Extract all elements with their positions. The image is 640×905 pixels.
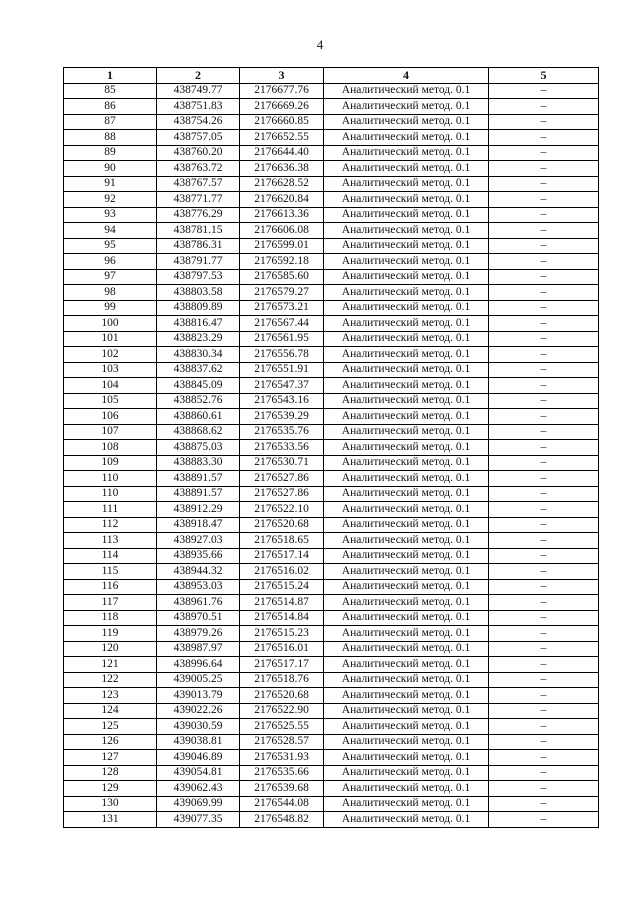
y-coordinate-cell: 2176535.76 bbox=[240, 424, 324, 440]
x-coordinate-cell: 438767.57 bbox=[157, 176, 240, 192]
point-number-cell: 126 bbox=[64, 734, 157, 750]
y-coordinate-cell: 2176535.66 bbox=[240, 765, 324, 781]
note-cell: – bbox=[489, 176, 599, 192]
method-cell: Аналитический метод. 0.1 bbox=[324, 641, 489, 657]
point-number-cell: 125 bbox=[64, 719, 157, 735]
method-cell: Аналитический метод. 0.1 bbox=[324, 595, 489, 611]
y-coordinate-cell: 2176669.26 bbox=[240, 99, 324, 115]
table-row bbox=[64, 347, 599, 363]
method-cell: Аналитический метод. 0.1 bbox=[324, 393, 489, 409]
method-cell: Аналитический метод. 0.1 bbox=[324, 626, 489, 642]
point-number-cell: 103 bbox=[64, 362, 157, 378]
note-cell: – bbox=[489, 378, 599, 394]
method-cell: Аналитический метод. 0.1 bbox=[324, 331, 489, 347]
y-coordinate-cell: 2176613.36 bbox=[240, 207, 324, 223]
x-coordinate-cell: 438987.97 bbox=[157, 641, 240, 657]
table-row bbox=[64, 610, 599, 626]
table-row bbox=[64, 424, 599, 440]
note-cell: – bbox=[489, 641, 599, 657]
x-coordinate-cell: 438760.20 bbox=[157, 145, 240, 161]
method-cell: Аналитический метод. 0.1 bbox=[324, 192, 489, 208]
note-cell: – bbox=[489, 517, 599, 533]
table-row bbox=[64, 626, 599, 642]
note-cell: – bbox=[489, 595, 599, 611]
column-header: 3 bbox=[240, 68, 324, 84]
y-coordinate-cell: 2176516.02 bbox=[240, 564, 324, 580]
table-row bbox=[64, 440, 599, 456]
note-cell: – bbox=[489, 145, 599, 161]
x-coordinate-cell: 438791.77 bbox=[157, 254, 240, 270]
point-number-cell: 130 bbox=[64, 796, 157, 812]
point-number-cell: 110 bbox=[64, 471, 157, 487]
method-cell: Аналитический метод. 0.1 bbox=[324, 517, 489, 533]
method-cell: Аналитический метод. 0.1 bbox=[324, 99, 489, 115]
y-coordinate-cell: 2176567.44 bbox=[240, 316, 324, 332]
point-number-cell: 106 bbox=[64, 409, 157, 425]
table-body bbox=[64, 83, 599, 827]
x-coordinate-cell: 438816.47 bbox=[157, 316, 240, 332]
method-cell: Аналитический метод. 0.1 bbox=[324, 362, 489, 378]
table-row bbox=[64, 688, 599, 704]
table-row bbox=[64, 750, 599, 766]
table-row bbox=[64, 269, 599, 285]
page-number: 4 bbox=[316, 37, 324, 52]
y-coordinate-cell: 2176660.85 bbox=[240, 114, 324, 130]
table-row bbox=[64, 564, 599, 580]
y-coordinate-cell: 2176547.37 bbox=[240, 378, 324, 394]
x-coordinate-cell: 438918.47 bbox=[157, 517, 240, 533]
point-number-cell: 128 bbox=[64, 765, 157, 781]
note-cell: – bbox=[489, 626, 599, 642]
y-coordinate-cell: 2176515.24 bbox=[240, 579, 324, 595]
point-number-cell: 124 bbox=[64, 703, 157, 719]
table-row bbox=[64, 657, 599, 673]
note-cell: – bbox=[489, 719, 599, 735]
method-cell: Аналитический метод. 0.1 bbox=[324, 610, 489, 626]
table-row bbox=[64, 719, 599, 735]
point-number-cell: 93 bbox=[64, 207, 157, 223]
method-cell: Аналитический метод. 0.1 bbox=[324, 161, 489, 177]
y-coordinate-cell: 2176551.91 bbox=[240, 362, 324, 378]
note-cell: – bbox=[489, 393, 599, 409]
method-cell: Аналитический метод. 0.1 bbox=[324, 378, 489, 394]
table-row bbox=[64, 238, 599, 254]
table-row bbox=[64, 734, 599, 750]
table-row bbox=[64, 285, 599, 301]
column-header: 1 bbox=[64, 68, 157, 84]
y-coordinate-cell: 2176652.55 bbox=[240, 130, 324, 146]
point-number-cell: 110 bbox=[64, 486, 157, 502]
method-cell: Аналитический метод. 0.1 bbox=[324, 316, 489, 332]
table-row bbox=[64, 207, 599, 223]
y-coordinate-cell: 2176518.76 bbox=[240, 672, 324, 688]
point-number-cell: 104 bbox=[64, 378, 157, 394]
point-number-cell: 111 bbox=[64, 502, 157, 518]
y-coordinate-cell: 2176543.16 bbox=[240, 393, 324, 409]
method-cell: Аналитический метод. 0.1 bbox=[324, 83, 489, 99]
note-cell: – bbox=[489, 750, 599, 766]
method-cell: Аналитический метод. 0.1 bbox=[324, 300, 489, 316]
note-cell: – bbox=[489, 254, 599, 270]
note-cell: – bbox=[489, 548, 599, 564]
note-cell: – bbox=[489, 83, 599, 99]
table-row bbox=[64, 378, 599, 394]
table-row bbox=[64, 765, 599, 781]
note-cell: – bbox=[489, 192, 599, 208]
y-coordinate-cell: 2176514.87 bbox=[240, 595, 324, 611]
table-row bbox=[64, 176, 599, 192]
y-coordinate-cell: 2176530.71 bbox=[240, 455, 324, 471]
point-number-cell: 96 bbox=[64, 254, 157, 270]
x-coordinate-cell: 438935.66 bbox=[157, 548, 240, 564]
method-cell: Аналитический метод. 0.1 bbox=[324, 223, 489, 239]
x-coordinate-cell: 438883.30 bbox=[157, 455, 240, 471]
y-coordinate-cell: 2176561.95 bbox=[240, 331, 324, 347]
x-coordinate-cell: 439077.35 bbox=[157, 812, 240, 828]
x-coordinate-cell: 438837.62 bbox=[157, 362, 240, 378]
method-cell: Аналитический метод. 0.1 bbox=[324, 812, 489, 828]
note-cell: – bbox=[489, 362, 599, 378]
table-row bbox=[64, 114, 599, 130]
y-coordinate-cell: 2176520.68 bbox=[240, 517, 324, 533]
method-cell: Аналитический метод. 0.1 bbox=[324, 238, 489, 254]
y-coordinate-cell: 2176517.14 bbox=[240, 548, 324, 564]
point-number-cell: 86 bbox=[64, 99, 157, 115]
note-cell: – bbox=[489, 688, 599, 704]
note-cell: – bbox=[489, 486, 599, 502]
x-coordinate-cell: 438776.29 bbox=[157, 207, 240, 223]
table-row bbox=[64, 331, 599, 347]
point-number-cell: 131 bbox=[64, 812, 157, 828]
x-coordinate-cell: 438751.83 bbox=[157, 99, 240, 115]
y-coordinate-cell: 2176548.82 bbox=[240, 812, 324, 828]
x-coordinate-cell: 438875.03 bbox=[157, 440, 240, 456]
x-coordinate-cell: 438912.29 bbox=[157, 502, 240, 518]
point-number-cell: 113 bbox=[64, 533, 157, 549]
y-coordinate-cell: 2176644.40 bbox=[240, 145, 324, 161]
point-number-cell: 118 bbox=[64, 610, 157, 626]
note-cell: – bbox=[489, 331, 599, 347]
x-coordinate-cell: 438749.77 bbox=[157, 83, 240, 99]
method-cell: Аналитический метод. 0.1 bbox=[324, 207, 489, 223]
note-cell: – bbox=[489, 579, 599, 595]
note-cell: – bbox=[489, 161, 599, 177]
x-coordinate-cell: 439013.79 bbox=[157, 688, 240, 704]
x-coordinate-cell: 438823.29 bbox=[157, 331, 240, 347]
table-row bbox=[64, 393, 599, 409]
table-row bbox=[64, 641, 599, 657]
point-number-cell: 99 bbox=[64, 300, 157, 316]
x-coordinate-cell: 439054.81 bbox=[157, 765, 240, 781]
note-cell: – bbox=[489, 455, 599, 471]
point-number-cell: 117 bbox=[64, 595, 157, 611]
y-coordinate-cell: 2176514.84 bbox=[240, 610, 324, 626]
y-coordinate-cell: 2176517.17 bbox=[240, 657, 324, 673]
note-cell: – bbox=[489, 285, 599, 301]
method-cell: Аналитический метод. 0.1 bbox=[324, 285, 489, 301]
x-coordinate-cell: 438860.61 bbox=[157, 409, 240, 425]
table-row bbox=[64, 672, 599, 688]
x-coordinate-cell: 438757.05 bbox=[157, 130, 240, 146]
table-row bbox=[64, 254, 599, 270]
y-coordinate-cell: 2176522.90 bbox=[240, 703, 324, 719]
y-coordinate-cell: 2176677.76 bbox=[240, 83, 324, 99]
y-coordinate-cell: 2176592.18 bbox=[240, 254, 324, 270]
point-number-cell: 97 bbox=[64, 269, 157, 285]
method-cell: Аналитический метод. 0.1 bbox=[324, 750, 489, 766]
x-coordinate-cell: 438961.76 bbox=[157, 595, 240, 611]
y-coordinate-cell: 2176636.38 bbox=[240, 161, 324, 177]
point-number-cell: 88 bbox=[64, 130, 157, 146]
x-coordinate-cell: 438868.62 bbox=[157, 424, 240, 440]
table-row bbox=[64, 223, 599, 239]
y-coordinate-cell: 2176606.08 bbox=[240, 223, 324, 239]
x-coordinate-cell: 439030.59 bbox=[157, 719, 240, 735]
y-coordinate-cell: 2176527.86 bbox=[240, 486, 324, 502]
point-number-cell: 92 bbox=[64, 192, 157, 208]
table-row bbox=[64, 409, 599, 425]
column-header: 4 bbox=[324, 68, 489, 84]
point-number-cell: 112 bbox=[64, 517, 157, 533]
method-cell: Аналитический метод. 0.1 bbox=[324, 765, 489, 781]
point-number-cell: 102 bbox=[64, 347, 157, 363]
y-coordinate-cell: 2176528.57 bbox=[240, 734, 324, 750]
x-coordinate-cell: 438944.32 bbox=[157, 564, 240, 580]
note-cell: – bbox=[489, 533, 599, 549]
column-header: 5 bbox=[489, 68, 599, 84]
method-cell: Аналитический метод. 0.1 bbox=[324, 145, 489, 161]
method-cell: Аналитический метод. 0.1 bbox=[324, 254, 489, 270]
table-row bbox=[64, 471, 599, 487]
y-coordinate-cell: 2176599.01 bbox=[240, 238, 324, 254]
x-coordinate-cell: 438763.72 bbox=[157, 161, 240, 177]
y-coordinate-cell: 2176585.60 bbox=[240, 269, 324, 285]
note-cell: – bbox=[489, 99, 599, 115]
method-cell: Аналитический метод. 0.1 bbox=[324, 796, 489, 812]
x-coordinate-cell: 438786.31 bbox=[157, 238, 240, 254]
x-coordinate-cell: 438979.26 bbox=[157, 626, 240, 642]
point-number-cell: 123 bbox=[64, 688, 157, 704]
table-row bbox=[64, 595, 599, 611]
y-coordinate-cell: 2176518.65 bbox=[240, 533, 324, 549]
x-coordinate-cell: 438927.03 bbox=[157, 533, 240, 549]
point-number-cell: 89 bbox=[64, 145, 157, 161]
table-row bbox=[64, 812, 599, 828]
table-row bbox=[64, 486, 599, 502]
note-cell: – bbox=[489, 130, 599, 146]
x-coordinate-cell: 438754.26 bbox=[157, 114, 240, 130]
column-header: 2 bbox=[157, 68, 240, 84]
table-row bbox=[64, 517, 599, 533]
table-row bbox=[64, 579, 599, 595]
coordinates-table bbox=[63, 67, 599, 828]
point-number-cell: 85 bbox=[64, 83, 157, 99]
x-coordinate-cell: 438771.77 bbox=[157, 192, 240, 208]
note-cell: – bbox=[489, 812, 599, 828]
method-cell: Аналитический метод. 0.1 bbox=[324, 564, 489, 580]
x-coordinate-cell: 439062.43 bbox=[157, 781, 240, 797]
point-number-cell: 107 bbox=[64, 424, 157, 440]
note-cell: – bbox=[489, 796, 599, 812]
x-coordinate-cell: 438803.58 bbox=[157, 285, 240, 301]
point-number-cell: 87 bbox=[64, 114, 157, 130]
table-row bbox=[64, 145, 599, 161]
point-number-cell: 105 bbox=[64, 393, 157, 409]
table-row bbox=[64, 130, 599, 146]
point-number-cell: 109 bbox=[64, 455, 157, 471]
method-cell: Аналитический метод. 0.1 bbox=[324, 734, 489, 750]
table-row bbox=[64, 502, 599, 518]
method-cell: Аналитический метод. 0.1 bbox=[324, 130, 489, 146]
method-cell: Аналитический метод. 0.1 bbox=[324, 114, 489, 130]
point-number-cell: 95 bbox=[64, 238, 157, 254]
table-row bbox=[64, 781, 599, 797]
x-coordinate-cell: 438852.76 bbox=[157, 393, 240, 409]
x-coordinate-cell: 438891.57 bbox=[157, 486, 240, 502]
x-coordinate-cell: 439069.99 bbox=[157, 796, 240, 812]
note-cell: – bbox=[489, 440, 599, 456]
x-coordinate-cell: 438845.09 bbox=[157, 378, 240, 394]
method-cell: Аналитический метод. 0.1 bbox=[324, 269, 489, 285]
x-coordinate-cell: 438809.89 bbox=[157, 300, 240, 316]
x-coordinate-cell: 439038.81 bbox=[157, 734, 240, 750]
table-row bbox=[64, 316, 599, 332]
y-coordinate-cell: 2176539.29 bbox=[240, 409, 324, 425]
table-row bbox=[64, 548, 599, 564]
x-coordinate-cell: 439046.89 bbox=[157, 750, 240, 766]
table-row bbox=[64, 796, 599, 812]
table-header-row bbox=[64, 68, 599, 84]
method-cell: Аналитический метод. 0.1 bbox=[324, 409, 489, 425]
method-cell: Аналитический метод. 0.1 bbox=[324, 548, 489, 564]
y-coordinate-cell: 2176520.68 bbox=[240, 688, 324, 704]
method-cell: Аналитический метод. 0.1 bbox=[324, 176, 489, 192]
x-coordinate-cell: 438970.51 bbox=[157, 610, 240, 626]
point-number-cell: 127 bbox=[64, 750, 157, 766]
point-number-cell: 100 bbox=[64, 316, 157, 332]
point-number-cell: 116 bbox=[64, 579, 157, 595]
method-cell: Аналитический метод. 0.1 bbox=[324, 502, 489, 518]
table-row bbox=[64, 83, 599, 99]
x-coordinate-cell: 439022.26 bbox=[157, 703, 240, 719]
point-number-cell: 122 bbox=[64, 672, 157, 688]
point-number-cell: 115 bbox=[64, 564, 157, 580]
note-cell: – bbox=[489, 502, 599, 518]
note-cell: – bbox=[489, 223, 599, 239]
note-cell: – bbox=[489, 781, 599, 797]
point-number-cell: 114 bbox=[64, 548, 157, 564]
note-cell: – bbox=[489, 347, 599, 363]
note-cell: – bbox=[489, 424, 599, 440]
table-row bbox=[64, 300, 599, 316]
y-coordinate-cell: 2176628.52 bbox=[240, 176, 324, 192]
y-coordinate-cell: 2176527.86 bbox=[240, 471, 324, 487]
method-cell: Аналитический метод. 0.1 bbox=[324, 440, 489, 456]
note-cell: – bbox=[489, 765, 599, 781]
x-coordinate-cell: 438891.57 bbox=[157, 471, 240, 487]
table-row bbox=[64, 192, 599, 208]
method-cell: Аналитический метод. 0.1 bbox=[324, 688, 489, 704]
x-coordinate-cell: 438797.53 bbox=[157, 269, 240, 285]
table-row bbox=[64, 161, 599, 177]
y-coordinate-cell: 2176573.21 bbox=[240, 300, 324, 316]
note-cell: – bbox=[489, 471, 599, 487]
method-cell: Аналитический метод. 0.1 bbox=[324, 471, 489, 487]
note-cell: – bbox=[489, 672, 599, 688]
note-cell: – bbox=[489, 316, 599, 332]
y-coordinate-cell: 2176522.10 bbox=[240, 502, 324, 518]
note-cell: – bbox=[489, 703, 599, 719]
table-row bbox=[64, 703, 599, 719]
x-coordinate-cell: 438781.15 bbox=[157, 223, 240, 239]
y-coordinate-cell: 2176525.55 bbox=[240, 719, 324, 735]
y-coordinate-cell: 2176515.23 bbox=[240, 626, 324, 642]
x-coordinate-cell: 438996.64 bbox=[157, 657, 240, 673]
method-cell: Аналитический метод. 0.1 bbox=[324, 455, 489, 471]
y-coordinate-cell: 2176539.68 bbox=[240, 781, 324, 797]
point-number-cell: 121 bbox=[64, 657, 157, 673]
point-number-cell: 94 bbox=[64, 223, 157, 239]
method-cell: Аналитический метод. 0.1 bbox=[324, 424, 489, 440]
y-coordinate-cell: 2176533.56 bbox=[240, 440, 324, 456]
method-cell: Аналитический метод. 0.1 bbox=[324, 533, 489, 549]
point-number-cell: 120 bbox=[64, 641, 157, 657]
point-number-cell: 98 bbox=[64, 285, 157, 301]
method-cell: Аналитический метод. 0.1 bbox=[324, 347, 489, 363]
point-number-cell: 119 bbox=[64, 626, 157, 642]
point-number-cell: 91 bbox=[64, 176, 157, 192]
x-coordinate-cell: 439005.25 bbox=[157, 672, 240, 688]
note-cell: – bbox=[489, 300, 599, 316]
x-coordinate-cell: 438830.34 bbox=[157, 347, 240, 363]
y-coordinate-cell: 2176544.08 bbox=[240, 796, 324, 812]
note-cell: – bbox=[489, 409, 599, 425]
point-number-cell: 101 bbox=[64, 331, 157, 347]
method-cell: Аналитический метод. 0.1 bbox=[324, 657, 489, 673]
note-cell: – bbox=[489, 734, 599, 750]
point-number-cell: 129 bbox=[64, 781, 157, 797]
y-coordinate-cell: 2176556.78 bbox=[240, 347, 324, 363]
table-row bbox=[64, 362, 599, 378]
y-coordinate-cell: 2176620.84 bbox=[240, 192, 324, 208]
table-row bbox=[64, 533, 599, 549]
method-cell: Аналитический метод. 0.1 bbox=[324, 672, 489, 688]
method-cell: Аналитический метод. 0.1 bbox=[324, 486, 489, 502]
method-cell: Аналитический метод. 0.1 bbox=[324, 719, 489, 735]
note-cell: – bbox=[489, 269, 599, 285]
method-cell: Аналитический метод. 0.1 bbox=[324, 703, 489, 719]
y-coordinate-cell: 2176531.93 bbox=[240, 750, 324, 766]
y-coordinate-cell: 2176516.01 bbox=[240, 641, 324, 657]
y-coordinate-cell: 2176579.27 bbox=[240, 285, 324, 301]
point-number-cell: 90 bbox=[64, 161, 157, 177]
table-row bbox=[64, 99, 599, 115]
x-coordinate-cell: 438953.03 bbox=[157, 579, 240, 595]
note-cell: – bbox=[489, 610, 599, 626]
method-cell: Аналитический метод. 0.1 bbox=[324, 579, 489, 595]
note-cell: – bbox=[489, 657, 599, 673]
method-cell: Аналитический метод. 0.1 bbox=[324, 781, 489, 797]
point-number-cell: 108 bbox=[64, 440, 157, 456]
table-row bbox=[64, 455, 599, 471]
note-cell: – bbox=[489, 207, 599, 223]
note-cell: – bbox=[489, 564, 599, 580]
note-cell: – bbox=[489, 114, 599, 130]
note-cell: – bbox=[489, 238, 599, 254]
